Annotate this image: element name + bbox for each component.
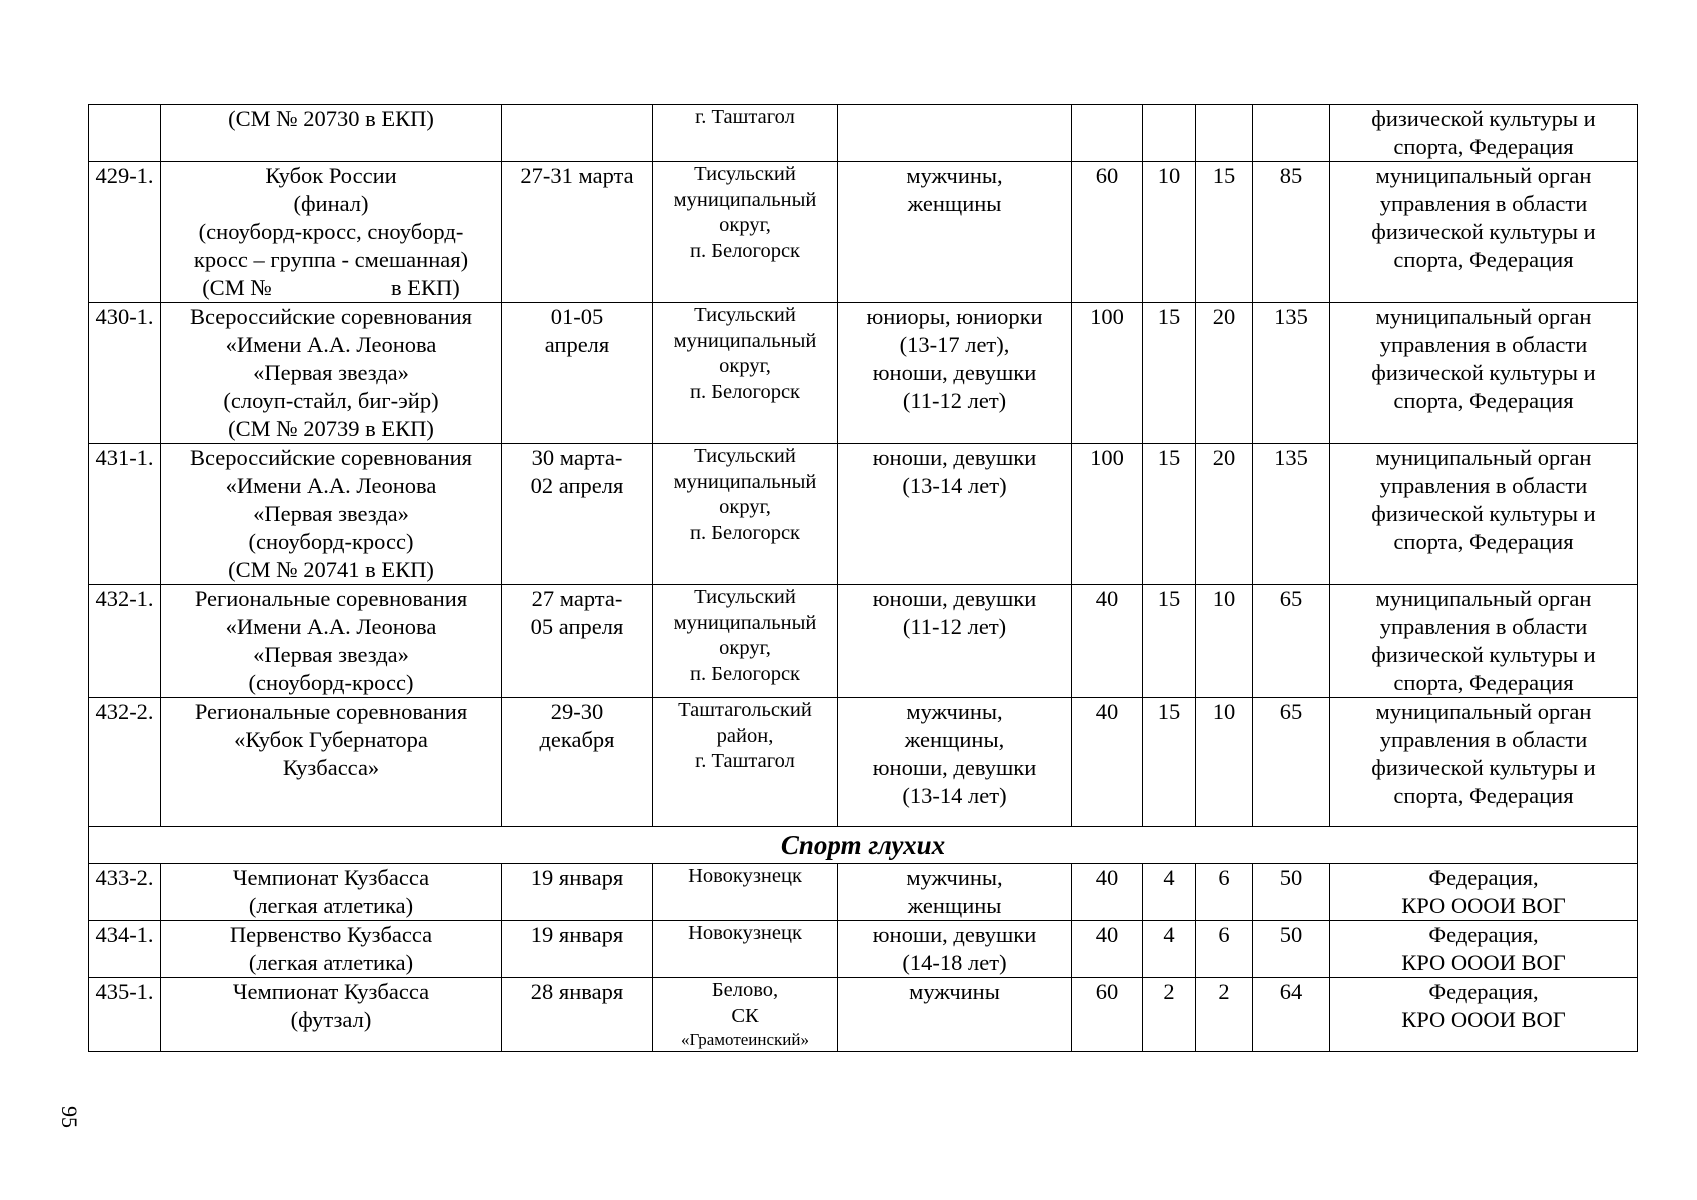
coaches-count: 15 [1143,585,1196,698]
total-count: 50 [1253,921,1330,978]
organizer-line: физической культуры и [1371,360,1596,385]
participants-line: женщины [907,191,1002,216]
organizer-line: спорта, Федерация [1393,134,1574,159]
athletes-count: 60 [1072,162,1143,303]
event-name [161,978,502,1052]
event-name [161,864,502,921]
participants-line: юноши, девушки [872,445,1037,470]
participants [838,978,1072,1052]
organizer-line: управления в области [1379,727,1588,752]
participants [838,864,1072,921]
event-date [502,921,653,978]
event-name [161,444,502,585]
event-number: 432-1. [89,585,161,698]
athletes-count: 100 [1072,444,1143,585]
event-place-line: г. Таштагол [695,106,795,128]
athletes-count: 40 [1072,921,1143,978]
event-date [502,444,653,585]
event-number: 429-1. [89,162,161,303]
participants [838,585,1072,698]
section-heading-row [89,827,1638,864]
athletes-count: 100 [1072,303,1143,444]
event-place [653,105,838,162]
event-place-line: округ, [719,355,771,377]
participants [838,303,1072,444]
event-name-line: (сноуборд-кросс) [248,529,414,554]
event-name-line: (финал) [293,191,369,216]
event-date [502,864,653,921]
participants-line: юноши, девушки [872,755,1037,780]
event-name-line: (СМ № 20739 в ЕКП) [228,416,434,441]
total-count: 135 [1253,303,1330,444]
organizer [1330,303,1638,444]
event-date-line: 19 января [530,865,624,890]
event-name-line: (сноуборд-кросс, сноуборд- [198,219,464,244]
event-place-line: Новокузнецк [688,865,802,887]
participants-line: юноши, девушки [872,360,1037,385]
event-place-line: Белово, [711,979,779,1001]
organizer-line: спорта, Федерация [1393,529,1574,554]
event-date [502,698,653,827]
event-date-line: 05 апреля [530,614,624,639]
table-row [89,978,1638,1052]
participants [838,921,1072,978]
event-name-line: «Первая звезда» [253,501,409,526]
athletes-count: 40 [1072,864,1143,921]
event-number: 431-1. [89,444,161,585]
participants-line: мужчины, [906,865,1003,890]
coaches-count: 15 [1143,698,1196,827]
table-row [89,105,1638,162]
event-name-line: Кузбасса» [282,755,380,780]
event-name-line: Чемпионат Кузбасса [232,865,430,890]
event-date [502,303,653,444]
event-place [653,162,838,303]
judges-count: 2 [1196,978,1253,1052]
judges-count: 15 [1196,162,1253,303]
event-name-line: (СМ № в ЕКП) [202,275,460,300]
organizer-line: КРО ОООИ ВОГ [1401,1007,1566,1032]
organizer-line: физической культуры и [1371,106,1596,131]
participants-line: женщины [907,893,1002,918]
event-name-line: (слоуп-стайл, биг-эйр) [223,388,439,413]
event-place [653,864,838,921]
participants [838,698,1072,827]
organizer [1330,162,1638,303]
organizer [1330,698,1638,827]
organizer [1330,585,1638,698]
participants [838,105,1072,162]
event-place-line: район, [716,724,774,747]
judges-count: 6 [1196,921,1253,978]
organizer [1330,864,1638,921]
event-date-line: 28 января [530,979,624,1004]
event-date-line: декабря [539,727,615,752]
athletes-count: 40 [1072,585,1143,698]
table-row [89,303,1638,444]
organizer-line: спорта, Федерация [1393,783,1574,808]
organizer-line: Федерация, [1428,865,1539,890]
table-row [89,864,1638,921]
event-name-line: (легкая атлетика) [248,893,414,918]
table-row [89,698,1638,827]
total-count: 65 [1253,585,1330,698]
athletes-count [1072,105,1143,162]
event-name-line: (футзал) [290,1007,372,1032]
participants [838,444,1072,585]
event-date-line: 27 марта- [531,586,623,611]
total-count: 85 [1253,162,1330,303]
event-date [502,162,653,303]
section-heading: Спорт глухих [89,827,1638,864]
table-body [89,105,1638,1052]
event-date-line: 29-30 [550,699,604,724]
event-date [502,585,653,698]
organizer-line: управления в области [1379,473,1588,498]
table-row [89,585,1638,698]
event-name-line: «Первая звезда» [253,642,409,667]
organizer-line: физической культуры и [1371,219,1596,244]
coaches-count [1143,105,1196,162]
event-name-line: Всероссийские соревнования [189,304,473,329]
organizer [1330,921,1638,978]
event-name-line: Региональные соревнования [194,586,468,611]
coaches-count: 4 [1143,864,1196,921]
event-place [653,921,838,978]
event-place-line: Тисульский [694,445,796,467]
event-name-line: Чемпионат Кузбасса [232,979,430,1004]
participants-line: (13-17 лет), [899,332,1010,357]
event-name [161,921,502,978]
event-place-line: округ, [719,637,771,659]
event-name-line: «Первая звезда» [253,360,409,385]
event-place-line: СК [731,1004,759,1027]
event-name-line: «Имени А.А. Леонова [225,614,437,639]
participants [838,162,1072,303]
organizer-line: Федерация, [1428,979,1539,1004]
event-name [161,698,502,827]
event-place-line: муниципальный [673,611,817,634]
organizer-line: спорта, Федерация [1393,388,1574,413]
total-count [1253,105,1330,162]
event-place-line: Тисульский [694,163,796,185]
total-count: 64 [1253,978,1330,1052]
event-place [653,698,838,827]
event-place-line: муниципальный [673,329,817,352]
participants-line: женщины, [904,727,1005,752]
judges-count: 6 [1196,864,1253,921]
judges-count: 20 [1196,444,1253,585]
organizer-line: физической культуры и [1371,642,1596,667]
event-name-line: «Кубок Губернатора [234,727,428,752]
event-number: 432-2. [89,698,161,827]
event-name-line: Региональные соревнования [194,699,468,724]
event-name-line: (сноуборд-кросс) [248,670,414,695]
event-number: 433-2. [89,864,161,921]
total-count: 65 [1253,698,1330,827]
page-number: 95 [57,1106,82,1128]
participants-line: мужчины [909,979,1000,1004]
event-place [653,444,838,585]
participants-line: (11-12 лет) [902,614,1007,639]
event-place-line: г. Таштагол [695,750,795,772]
event-name [161,105,502,162]
event-date-line: 30 марта- [531,445,623,470]
athletes-count: 40 [1072,698,1143,827]
judges-count: 10 [1196,585,1253,698]
event-place [653,303,838,444]
event-date [502,105,653,162]
event-name-line: «Имени А.А. Леонова [225,473,437,498]
participants-line: юноши, девушки [872,586,1037,611]
event-number [89,105,161,162]
organizer [1330,105,1638,162]
table-row [89,444,1638,585]
event-name [161,162,502,303]
organizer-line: спорта, Федерация [1393,247,1574,272]
organizer-line: управления в области [1379,332,1588,357]
organizer-line: КРО ОООИ ВОГ [1401,893,1566,918]
organizer [1330,978,1638,1052]
event-date [502,978,653,1052]
event-name-line: Первенство Кузбасса [229,922,433,947]
event-date-line: апреля [544,332,610,357]
event-name [161,585,502,698]
judges-count: 10 [1196,698,1253,827]
event-date-line: 19 января [530,922,624,947]
total-count: 50 [1253,864,1330,921]
organizer-line: муниципальный орган [1375,163,1592,188]
total-count: 135 [1253,444,1330,585]
event-date-line: 27-31 марта [520,163,634,188]
organizer-line: физической культуры и [1371,501,1596,526]
event-place [653,978,838,1052]
coaches-count: 2 [1143,978,1196,1052]
event-name-line: (СМ № 20730 в ЕКП) [228,106,434,131]
organizer-line: КРО ОООИ ВОГ [1401,950,1566,975]
schedule-table [88,104,1638,1052]
event-place-line: округ, [719,496,771,518]
event-name [161,303,502,444]
athletes-count: 60 [1072,978,1143,1052]
event-place-line: Тисульский [694,304,796,326]
event-place-line: муниципальный [673,188,817,211]
organizer-line: физической культуры и [1371,755,1596,780]
coaches-count: 10 [1143,162,1196,303]
organizer-line: муниципальный орган [1375,304,1592,329]
organizer-line: муниципальный орган [1375,445,1592,470]
participants-line: (13-14 лет) [902,783,1007,808]
organizer-line: управления в области [1379,614,1588,639]
participants-line: (14-18 лет) [902,950,1007,975]
event-name-line: кросс – группа - смешанная) [193,247,469,272]
organizer-line: спорта, Федерация [1393,670,1574,695]
event-date-line: 02 апреля [530,473,624,498]
event-number: 435-1. [89,978,161,1052]
coaches-count: 15 [1143,444,1196,585]
organizer-line: муниципальный орган [1375,699,1592,724]
judges-count: 20 [1196,303,1253,444]
event-number: 430-1. [89,303,161,444]
event-place-line: округ, [719,214,771,236]
participants-line: (11-12 лет) [902,388,1007,413]
participants-line: юноши, девушки [872,922,1037,947]
participants-line: юниоры, юниорки [866,304,1043,329]
event-place-line: п. Белогорск [689,521,801,544]
participants-line: мужчины, [906,163,1003,188]
event-place-line: муниципальный [673,470,817,493]
organizer [1330,444,1638,585]
event-name-line: (СМ № 20741 в ЕКП) [228,557,434,582]
table-row [89,162,1638,303]
event-place-line: п. Белогорск [689,239,801,262]
event-name-line: Кубок России [265,163,397,188]
event-place-line: Таштагольский [678,699,812,721]
event-name-line: (легкая атлетика) [248,950,414,975]
event-place-line: п. Белогорск [689,380,801,403]
event-place-line: Тисульский [694,586,796,608]
event-place-line: п. Белогорск [689,662,801,685]
coaches-count: 4 [1143,921,1196,978]
event-place-line: Новокузнецк [688,922,802,944]
event-name-line: Всероссийские соревнования [189,445,473,470]
organizer-line: Федерация, [1428,922,1539,947]
organizer-line: муниципальный орган [1375,586,1592,611]
event-place [653,585,838,698]
event-number: 434-1. [89,921,161,978]
event-date-line: 01-05 [550,304,604,329]
coaches-count: 15 [1143,303,1196,444]
organizer-line: управления в области [1379,191,1588,216]
judges-count [1196,105,1253,162]
table-row [89,921,1638,978]
event-place-line: «Грамотеинский» [680,1030,809,1049]
event-name-line: «Имени А.А. Леонова [225,332,437,357]
participants-line: (13-14 лет) [902,473,1007,498]
participants-line: мужчины, [906,699,1003,724]
